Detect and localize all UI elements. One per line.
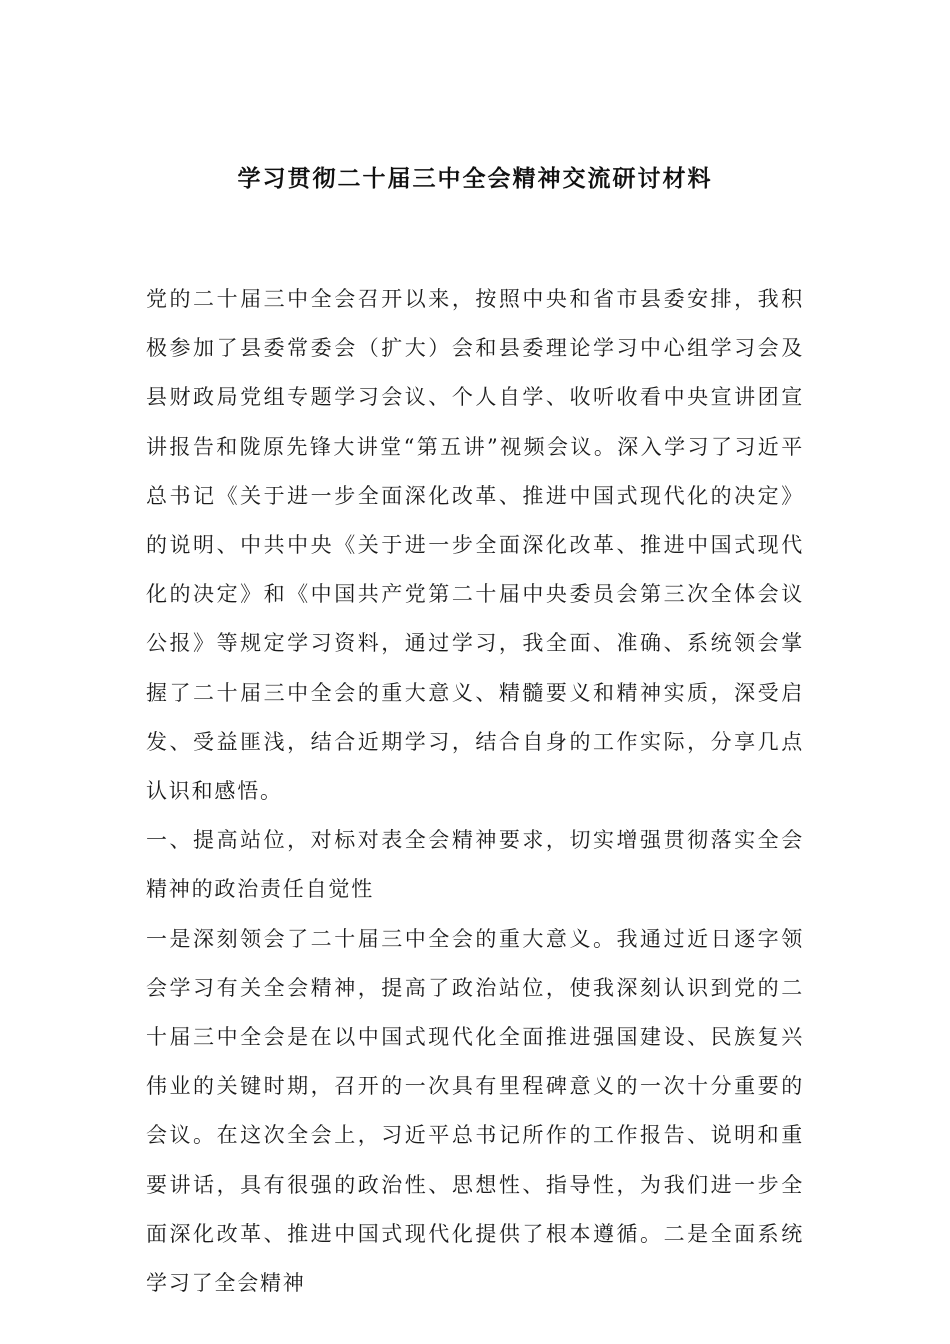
paragraph-section-heading: 一、提高站位，对标对表全会精神要求，切实增强贯彻落实全会精神的政治责任自觉性: [146, 828, 804, 902]
document-title: 学习贯彻二十届三中全会精神交流研讨材料: [237, 165, 713, 192]
paragraph-intro: 党的二十届三中全会召开以来，按照中央和省市县委安排，我积极参加了县委常委会（扩大）会和县委理论学习中心组学习会及县财政局党组专题学习会议、个人自学、收听收看中央宣讲团宣讲报告和陇原先锋大讲堂“第五讲”视频会议。深入学习了习近平总书记《关于进一步全面深化改革、推进中国式现代化的决定》的说明、中共中央《关于进一步全面深化改革、推进中国式现代化的决定》和《中国共产党第二十届中央委员会第三次全体会议公报》等规定学习资料，通过学习，我全面、准确、系统领会掌握了二十届三中全会的重大意义、精髓要义和精神实质，深受启发、受益匪浅，结合近期学习，结合自身的工作实际，分享几点认识和感悟。: [146, 287, 804, 804]
document-body: [146, 275, 804, 1308]
paragraph-section-body: 一是深刻领会了二十届三中全会的重大意义。我通过近日逐字领会学习有关全会精神，提高了政治站位，使我深刻认识到党的二十届三中全会是在以中国式现代化全面推进强国建设、民族复兴伟业的关键时期，召开的一次具有里程碑意义的一次十分重要的会议。在这次全会上，习近平总书记所作的工作报告、说明和重要讲话，具有很强的政治性、思想性、指导性，为我们进一步全面深化改革、推进中国式现代化提供了根本遵循。二是全面系统学习了全会精神: [146, 926, 804, 1296]
